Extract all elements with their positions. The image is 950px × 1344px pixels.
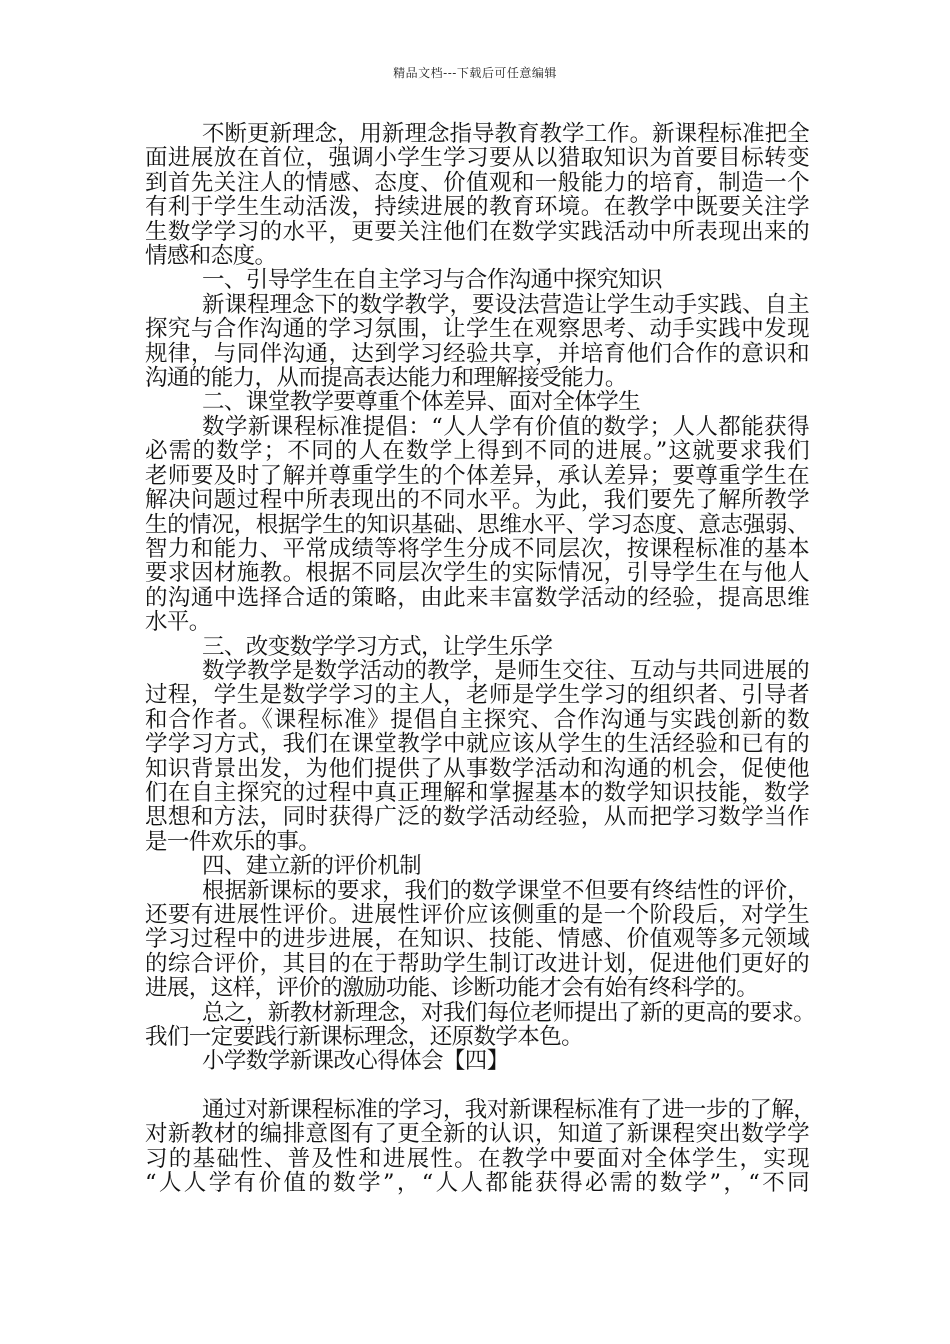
paragraph-line: 数学新课程标准提倡：“人人学有价值的数学；人人都能获得 — [202, 413, 809, 440]
paragraph-line: 数学教学是数学活动的教学，是师生交往、互动与共同进展的 — [202, 657, 809, 684]
page-header: 精品文档---下载后可任意编辑 — [393, 66, 557, 80]
paragraph-line: 们在自主探究的过程中真正理解和掌握基本的数学知识技能，数学 — [145, 779, 809, 806]
section-heading: 小学数学新课改心得体会【四】 — [202, 1048, 509, 1075]
paragraph-line: 对新教材的编排意图有了更全新的认识，知道了新课程突出数学学 — [145, 1121, 809, 1148]
paragraph-line: 思想和方法，同时获得广泛的数学活动经验，从而把学习数学当作 — [145, 804, 809, 831]
paragraph-line: 生的情况，根据学生的知识基础、思维水平、学习态度、意志强弱、 — [145, 511, 809, 538]
paragraph-line: 有利于学生生动活泼，持续进展的教育环境。在教学中既要关注学 — [145, 194, 809, 221]
paragraph-line: 学学习方式，我们在课堂教学中就应该从学生的生活经验和已有的 — [145, 731, 809, 758]
paragraph-line: 知识背景出发，为他们提供了从事数学活动和沟通的机会，促使他 — [145, 755, 809, 782]
document-body — [145, 121, 816, 1197]
paragraph-line: 沟通的能力，从而提高表达能力和理解接受能力。 — [145, 365, 627, 392]
blank-line — [145, 1074, 809, 1098]
paragraph-line: 要求因材施教。根据不同层次学生的实际情况，引导学生在与他人 — [145, 560, 809, 587]
section-heading: 四、建立新的评价机制 — [202, 853, 422, 880]
paragraph-line: 到首先关注人的情感、态度、价值观和一般能力的培育，制造一个 — [145, 169, 809, 196]
paragraph-line: 的沟通中选择合适的策略，由此来丰富数学活动的经验，提高思维 — [145, 584, 809, 611]
paragraph-line: 解决问题过程中所表现出的不同水平。为此，我们要先了解所教学 — [145, 487, 809, 514]
paragraph-line: 老师要及时了解并尊重学生的个体差异，承认差异；要尊重学生在 — [145, 462, 809, 489]
paragraph-line: 新课程理念下的数学教学，要设法营造让学生动手实践、自主 — [202, 291, 809, 318]
paragraph-line: 和合作者。《课程标准》提倡自主探究、合作沟通与实践创新的数 — [145, 706, 809, 733]
paragraph-line: “人人学有价值的数学”，“人人都能获得必需的数学”，“不同 — [145, 1170, 809, 1197]
paragraph-line: 通过对新课程标准的学习，我对新课程标准有了进一步的了解， — [202, 1096, 816, 1123]
paragraph-line: 面进展放在首位，强调小学生学习要从以猎取知识为首要目标转变 — [145, 145, 809, 172]
paragraph-line: 过程，学生是数学学习的主人，老师是学生学习的组织者、引导者 — [145, 682, 809, 709]
paragraph-line: 规律，与同伴沟通，达到学习经验共享，并培育他们合作的意识和 — [145, 340, 809, 367]
paragraph-line: 水平。 — [145, 609, 211, 636]
paragraph-line: 不断更新理念，用新理念指导教育教学工作。新课程标准把全 — [202, 121, 809, 147]
paragraph-line: 我们一定要践行新课标理念，还原数学本色。 — [145, 1024, 584, 1051]
section-heading: 三、改变数学学习方式，让学生乐学 — [202, 633, 553, 660]
paragraph-line: 智力和能力、平常成绩等将学生分成不同层次，按课程标准的基本 — [145, 535, 809, 562]
paragraph-line: 还要有进展性评价。进展性评价应该侧重的是一个阶段后，对学生 — [145, 902, 809, 928]
paragraph-line: 进展，这样，评价的激励功能、诊断功能才会有始有终科学的。 — [145, 975, 759, 1002]
paragraph-line: 总之，新教材新理念，对我们每位老师提出了新的更高的要求。 — [202, 999, 816, 1026]
paragraph-line: 情感和态度。 — [145, 243, 277, 270]
paragraph-line: 根据新课标的要求，我们的数学课堂不但要有终结性的评价， — [202, 877, 809, 904]
paragraph-line: 生数学学习的水平，更要关注他们在数学实践活动中所表现出来的 — [145, 218, 809, 245]
paragraph-line: 习的基础性、普及性和进展性。在教学中要面对全体学生，实现 — [145, 1145, 809, 1172]
paragraph-line: 探究与合作沟通的学习氛围，让学生在观察思考、动手实践中发现 — [145, 316, 809, 343]
paragraph-line: 的综合评价，其目的在于帮助学生制订改进计划，促进他们更好的 — [145, 950, 809, 977]
paragraph-line: 必需的数学；不同的人在数学上得到不同的进展。”这就要求我们 — [145, 438, 809, 465]
paragraph-line: 是一件欢乐的事。 — [145, 828, 321, 855]
paragraph-line: 学习过程中的进步进展，在知识、技能、情感、价值观等多元领域 — [145, 926, 809, 953]
section-heading: 一、引导学生在自主学习与合作沟通中探究知识 — [202, 267, 662, 294]
section-heading: 二、课堂教学要尊重个体差异、面对全体学生 — [202, 389, 641, 416]
